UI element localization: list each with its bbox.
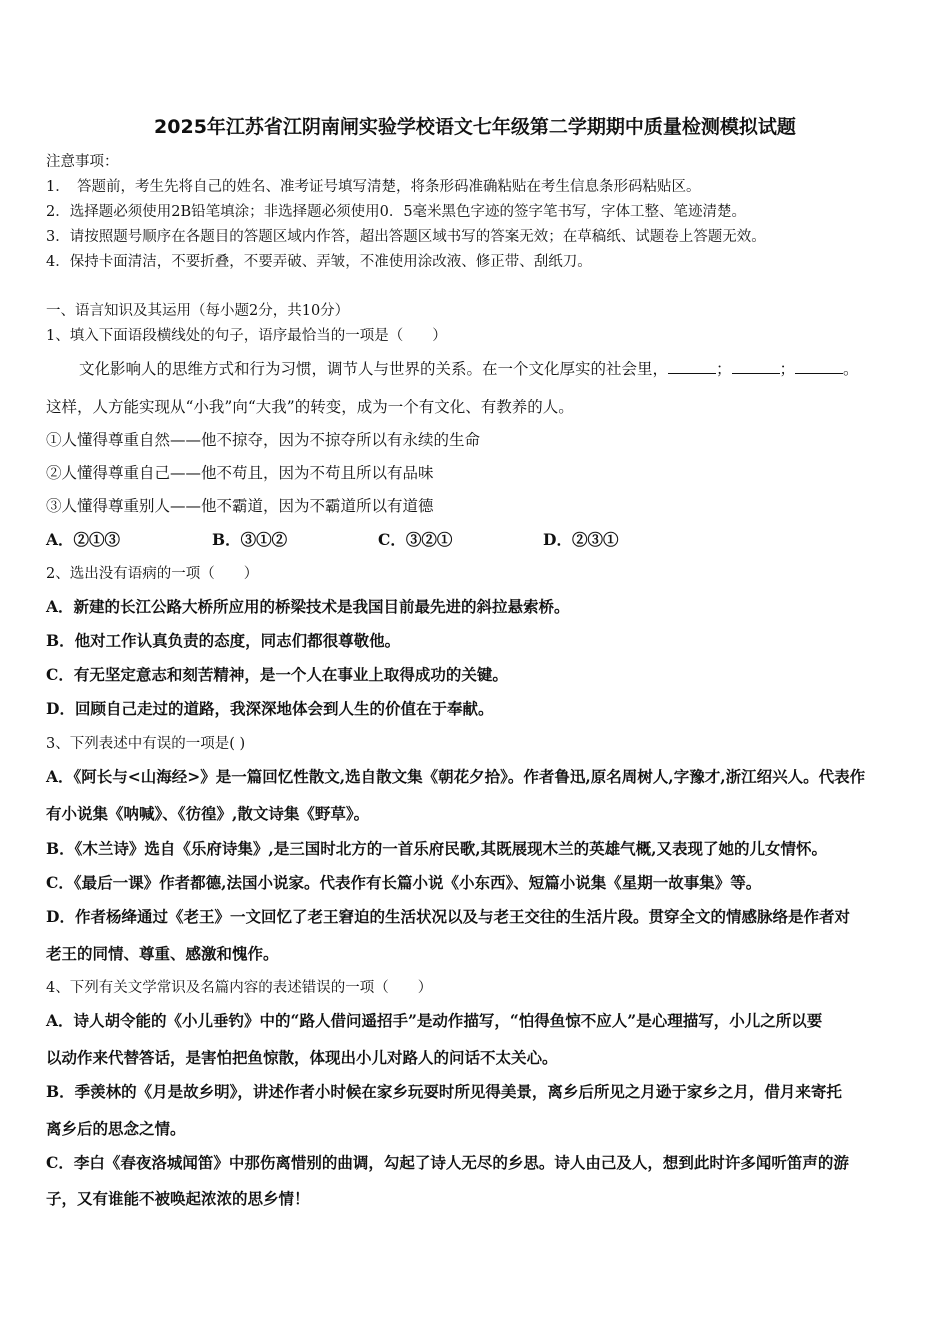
q2-option-a[interactable]: A．新建的长江公路大桥所应用的桥梁技术是我国目前最先进的斜拉悬索桥。 <box>46 597 570 616</box>
notice-item-3: 3．请按照题号顺序在各题目的答题区域内作答，超出答题区域书写的答案无效；在草稿纸、试题卷上答题无效。 <box>46 229 766 245</box>
q3-line-3[interactable]: B．《木兰诗》选自《乐府诗集》,是三国时北方的一首乐府民歌,其既展现木兰的英雄气概,又表现了她的儿女情怀。 <box>46 839 828 858</box>
section-1-heading: 一、语言知识及其运用（每小题2分，共10分） <box>46 303 350 319</box>
answer-blank-1[interactable] <box>668 361 716 374</box>
q4-line-1[interactable]: A．诗人胡令能的《小儿垂钓》中的“路人借问遥招手”是动作描写，“怕得鱼惊不应人”是心理描写，小儿之所以要 <box>46 1011 823 1030</box>
q3-line-5[interactable]: D．作者杨绛通过《老王》一文回忆了老王窘迫的生活状况以及与老王交往的生活片段。贯穿全文的情感脉络是作者对 <box>46 907 850 926</box>
q3-line-2: 有小说集《呐喊》、《彷徨》,散文诗集《野草》。 <box>46 804 370 823</box>
q1-stem: 1、填入下面语段横线处的句子，语序最恰当的一项是（ ） <box>46 328 447 344</box>
q1-item-3: ③人懂得尊重别人——他不霸道，因为不霸道所以有道德 <box>46 497 434 515</box>
notice-item-1: 1． 答题前，考生先将自己的姓名、准考证号填写清楚，将条形码准确粘贴在考生信息条形码粘贴区。 <box>46 179 701 195</box>
notice-heading: 注意事项： <box>46 154 119 170</box>
q1-item-1: ①人懂得尊重自然——他不掠夺，因为不掠夺所以有永续的生命 <box>46 431 481 449</box>
q4-line-3[interactable]: B．季羡林的《月是故乡明》，讲述作者小时候在家乡玩耍时所见得美景，离乡后所见之月逊于家乡之月，借月来寄托 <box>46 1082 842 1101</box>
q1-option-a[interactable]: A．②①③ <box>46 530 121 549</box>
q1-option-c[interactable]: C．③②① <box>378 530 453 549</box>
answer-blank-2[interactable] <box>732 361 780 374</box>
q3-stem: 3、下列表述中有误的一项是( ) <box>46 736 246 752</box>
notice-item-4: 4．保持卡面清洁，不要折叠，不要弄破、弄皱，不准使用涂改液、修正带、刮纸刀。 <box>46 254 592 270</box>
q3-line-6: 老王的同情、尊重、感激和愧作。 <box>46 944 279 963</box>
q4-line-6: 子，又有谁能不被唤起浓浓的思乡情！ <box>46 1189 310 1208</box>
q2-option-b[interactable]: B．他对工作认真负责的态度，同志们都很尊敬他。 <box>46 631 401 650</box>
q1-passage-a: 文化影响人的思维方式和行为习惯，调节人与世界的关系。在一个文化厚实的社会里， <box>79 360 669 378</box>
q1-end: 。 <box>843 360 859 378</box>
q1-sep-1: ； <box>716 360 732 378</box>
answer-blank-3[interactable] <box>795 361 843 374</box>
q4-line-5[interactable]: C．李白《春夜洛城闻笛》中那伤离惜别的曲调，勾起了诗人无尽的乡思。诗人由己及人，想到此时许多闻听笛声的游 <box>46 1153 849 1172</box>
q1-sep-2: ； <box>779 360 796 378</box>
q4-line-2: 以动作来代替答话，是害怕把鱼惊散，体现出小儿对路人的问话不太关心。 <box>46 1048 558 1067</box>
notice-item-2: 2．选择题必须使用2B铅笔填涂；非选择题必须使用0．5毫米黑色字迹的签字笔书写，字体工整、笔迹清楚。 <box>46 204 747 220</box>
q2-option-d[interactable]: D．回顾自己走过的道路，我深深地体会到人生的价值在于奉献。 <box>46 699 494 718</box>
q1-item-2: ②人懂得尊重自己——他不苟且，因为不苟且所以有品味 <box>46 464 434 482</box>
q4-line-4: 离乡后的思念之情。 <box>46 1119 186 1138</box>
q3-line-4[interactable]: C．《最后一课》作者都德,法国小说家。代表作有长篇小说《小东西》、短篇小说集《星期一故事集》等。 <box>46 873 762 892</box>
q3-line-1[interactable]: A．《阿长与<山海经>》是一篇回忆性散文,选自散文集《朝花夕拾》。作者鲁迅,原名周树人,字豫才,浙江绍兴人。代表作 <box>46 767 866 786</box>
exam-title: 2025年江苏省江阴南闸实验学校语文七年级第二学期期中质量检测模拟试题 <box>154 116 796 138</box>
q1-passage-b: 这样，人方能实现从“小我”向“大我”的转变，成为一个有文化、有教养的人。 <box>46 398 574 416</box>
q2-option-c[interactable]: C．有无坚定意志和刻苦精神，是一个人在事业上取得成功的关键。 <box>46 665 508 684</box>
q2-stem: 2、选出没有语病的一项（ ） <box>46 566 259 582</box>
q1-option-b[interactable]: B．③①② <box>212 530 288 549</box>
q1-option-d[interactable]: D．②③① <box>543 530 619 549</box>
q1-passage-line-1 <box>79 360 859 378</box>
q4-stem: 4、下列有关文学常识及名篇内容的表述错误的一项（ ） <box>46 980 433 996</box>
